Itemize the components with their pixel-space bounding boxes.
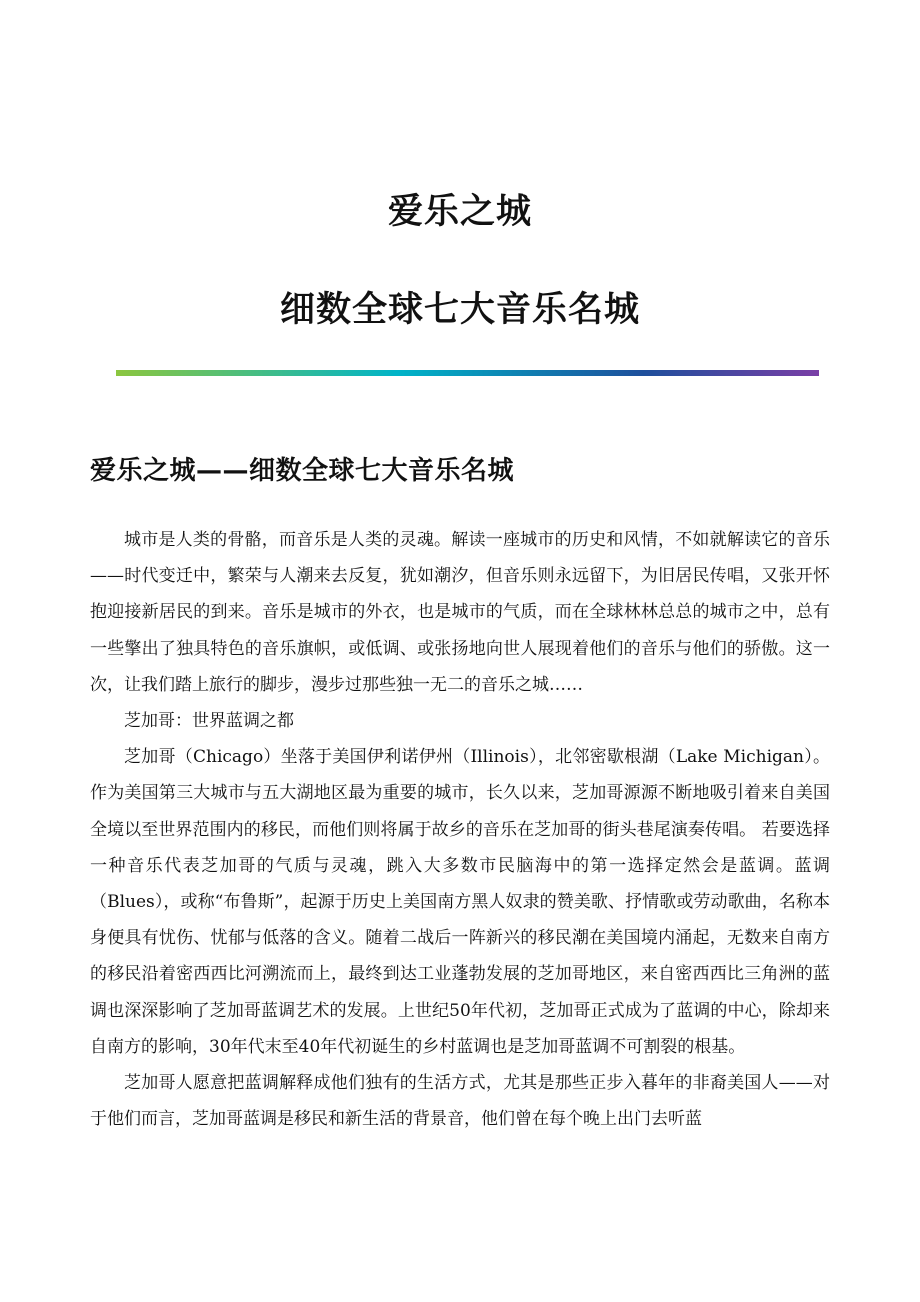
subheading-chicago: 芝加哥：世界蓝调之都	[124, 711, 294, 732]
section-heading: 爱乐之城——细数全球七大音乐名城	[90, 456, 515, 486]
gradient-divider	[116, 370, 819, 376]
article-body	[90, 522, 830, 1137]
cover-title-line1: 爱乐之城	[387, 192, 532, 232]
chicago-paragraph-continued: 芝加哥人愿意把蓝调解释成他们独有的生活方式，尤其是那些正步入暮年的非裔美国人——对于他们而言，芝加哥蓝调是移民和新生活的背景音，他们曾在每个晚上出门去听蓝	[90, 1073, 830, 1130]
chicago-paragraph: 芝加哥（Chicago）坐落于美国伊利诺伊州（Illinois），北邻密歇根湖（Lake Michigan）。作为美国第三大城市与五大湖地区最为重要的城市，长久以来，芝加哥源源不断地吸引着来自美国全境以至世界范围内的移民，而他们则将属于故乡的音乐在芝加哥的街头巷尾演奏传唱。 若要选择一种音乐代表芝加哥的气质与灵魂，跳入大多数市民脑海中的第一选择定然会是蓝调。蓝调（Blues），或称“布鲁斯”，起源于历史上美国南方黑人奴隶的赞美歌、抒情歌或劳动歌曲，名称本身便具有忧伤、忧郁与低落的含义。随着二战后一阵新兴的移民潮在美国境内涌起，无数来自南方的移民沿着密西西比河溯流而上，最终到达工业蓬勃发展的芝加哥地区，来自密西西比三角洲的蓝调也深深影响了芝加哥蓝调艺术的发展。上世纪50年代初，芝加哥正式成为了蓝调的中心，除却来自南方的影响，30年代末至40年代初诞生的乡村蓝调也是芝加哥蓝调不可割裂的根基。	[90, 747, 830, 1057]
intro-paragraph: 城市是人类的骨骼，而音乐是人类的灵魂。解读一座城市的历史和风情，不如就解读它的音乐——时代变迁中，繁荣与人潮来去反复，犹如潮汐，但音乐则永远留下，为旧居民传唱，又张开怀抱迎接新居民的到来。音乐是城市的外衣，也是城市的气质，而在全球林林总总的城市之中，总有一些擎出了独具特色的音乐旗帜，或低调、或张扬地向世人展现着他们的音乐与他们的骄傲。这一次，让我们踏上旅行的脚步，漫步过那些独一无二的音乐之城……	[90, 530, 830, 695]
cover-title-line2: 细数全球七大音乐名城	[279, 290, 640, 330]
